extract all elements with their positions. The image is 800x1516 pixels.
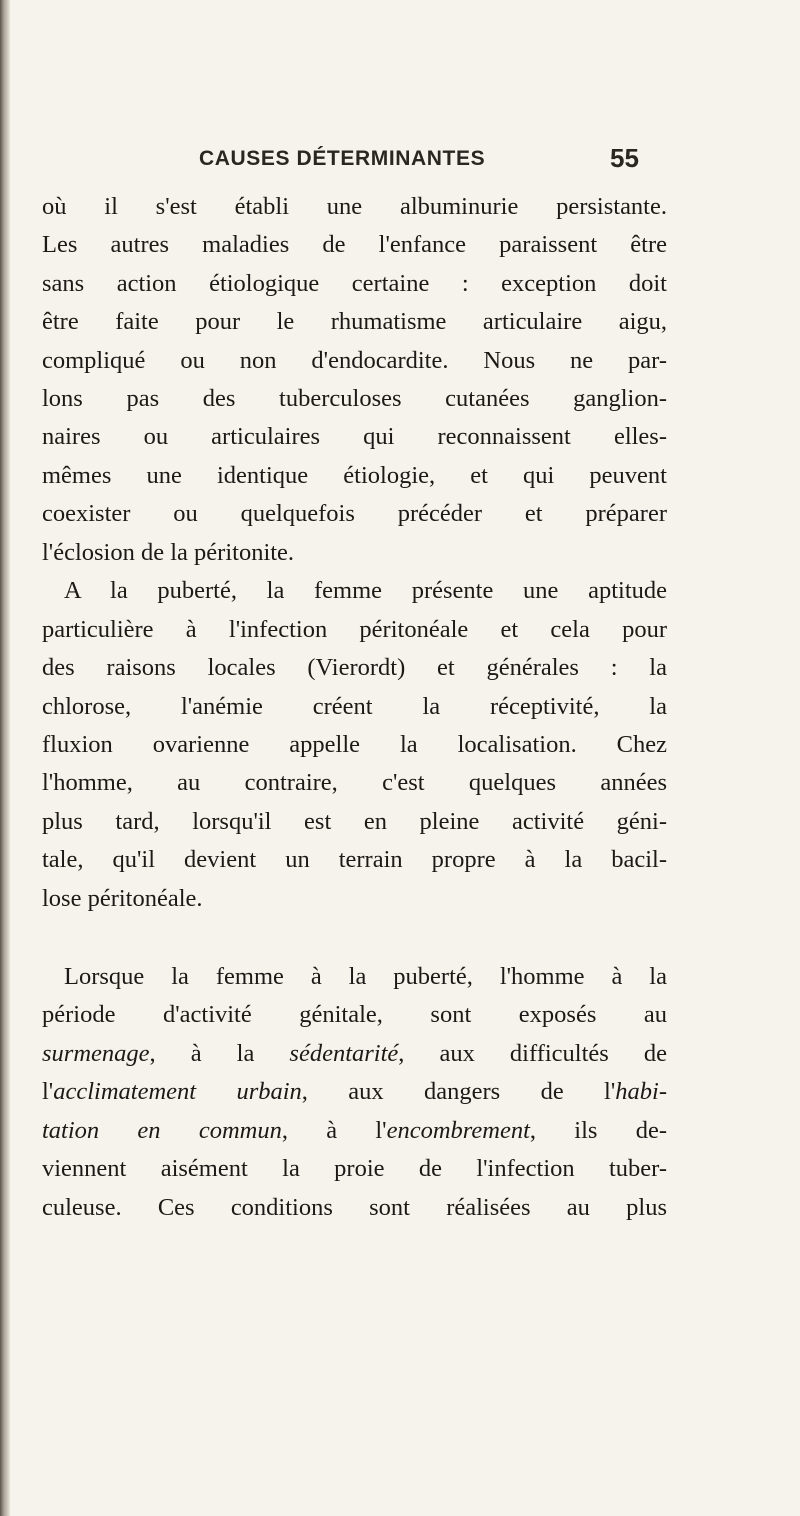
- italic-term: encombrement: [386, 1117, 530, 1144]
- text-line: coexister ou quelquefois précéder et préparer: [42, 500, 667, 527]
- text-line: des raisons locales (Vierordt) et générales : la: [42, 654, 667, 681]
- italic-term: habi-: [615, 1078, 667, 1105]
- running-head: CAUSES DÉTERMINANTES: [199, 147, 486, 170]
- text-line: naires ou articulaires qui reconnaissent elles-: [42, 423, 667, 450]
- text-line: Lorsque la femme à la puberté, l'homme à la: [64, 963, 667, 990]
- text-line: chlorose, l'anémie créent la réceptivité, la: [42, 693, 667, 720]
- text-line: sans action étiologique certaine : exception doit: [42, 270, 667, 297]
- text-line: [42, 1073, 667, 1111]
- text-line: culeuse. Ces conditions sont réalisées au plus: [42, 1194, 667, 1221]
- text-line: particulière à l'infection péritonéale et cela pour: [42, 616, 667, 643]
- text-line: lons pas des tuberculoses cutanées ganglion-: [42, 385, 667, 412]
- text-line: lose péritonéale.: [42, 885, 203, 912]
- text-segment: , aux difficultés de: [398, 1040, 667, 1067]
- text-line: l'homme, au contraire, c'est quelques années: [42, 769, 667, 796]
- italic-term: acclimatement urbain: [53, 1078, 302, 1105]
- page-header: [0, 143, 800, 183]
- italic-term: tation en commun: [42, 1117, 282, 1144]
- text-line: viennent aisément la proie de l'infection tuber-: [42, 1155, 667, 1182]
- text-line: Les autres maladies de l'enfance paraissent être: [42, 231, 667, 258]
- text-segment: l': [42, 1078, 54, 1105]
- book-gutter-shadow: [0, 0, 10, 1516]
- text-segment: , aux dangers de l': [301, 1078, 616, 1105]
- italic-term: surmenage: [42, 1040, 150, 1067]
- text-line: être faite pour le rhumatisme articulaire aigu,: [42, 308, 667, 335]
- text-segment: , à l': [281, 1117, 387, 1144]
- text-line: mêmes une identique étiologie, et qui peuvent: [42, 462, 667, 489]
- text-line: plus tard, lorsqu'il est en pleine activité géni-: [42, 808, 667, 835]
- italic-term: sédentarité: [289, 1040, 399, 1067]
- page-number: 55: [610, 143, 639, 173]
- text-line: [42, 1035, 667, 1073]
- text-line: compliqué ou non d'endocardite. Nous ne par-: [42, 347, 667, 374]
- text-line: période d'activité génitale, sont exposés au: [42, 1001, 667, 1028]
- text-segment: , à la: [149, 1040, 290, 1067]
- text-segment: , ils de-: [529, 1117, 667, 1144]
- text-line: où il s'est établi une albuminurie persistante.: [42, 193, 667, 220]
- text-line: tale, qu'il devient un terrain propre à la bacil-: [42, 846, 667, 873]
- text-line: [42, 1112, 667, 1150]
- text-line: fluxion ovarienne appelle la localisation. Chez: [42, 731, 667, 758]
- text-line: A la puberté, la femme présente une aptitude: [64, 577, 667, 604]
- text-line: l'éclosion de la péritonite.: [42, 539, 295, 566]
